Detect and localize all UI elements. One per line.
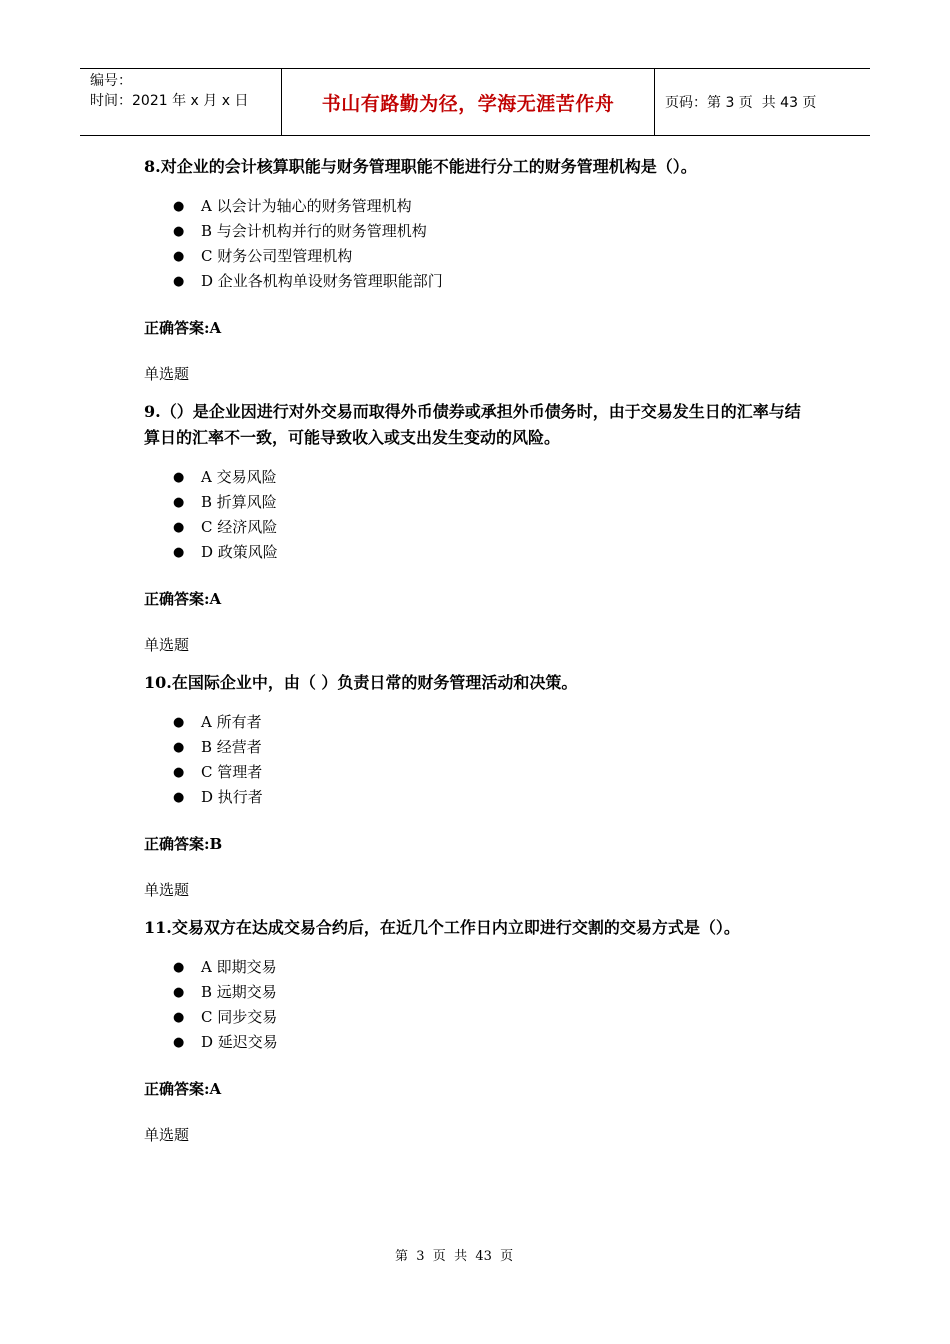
correct-answer: 正确答案:A xyxy=(144,1080,222,1098)
option-label: B 折算风险 xyxy=(201,493,277,511)
option-list xyxy=(144,194,814,294)
question-list xyxy=(144,154,814,1160)
option-label: B 与会计机构并行的财务管理机构 xyxy=(201,222,427,240)
bullet-icon: ● xyxy=(173,545,185,560)
time-label: 时间：2021 年 x 月 x 日 xyxy=(90,93,249,109)
number-label: 编号： xyxy=(90,73,132,89)
option-label: B 远期交易 xyxy=(201,983,277,1001)
header-meta xyxy=(80,69,281,135)
motto: 书山有路勤为径，学海无涯苦作舟 xyxy=(321,92,615,115)
question-block xyxy=(144,399,814,657)
option-item xyxy=(144,1005,814,1030)
bullet-icon: ● xyxy=(173,224,185,239)
bullet-icon: ● xyxy=(173,790,185,805)
option-item xyxy=(144,465,814,490)
question-block xyxy=(144,915,814,1147)
bullet-icon: ● xyxy=(173,199,185,214)
bullet-icon: ● xyxy=(173,249,185,264)
bullet-icon: ● xyxy=(173,1035,185,1050)
bullet-icon: ● xyxy=(173,495,185,510)
question-type: 单选题 xyxy=(144,636,190,654)
option-item xyxy=(144,269,814,294)
option-list xyxy=(144,465,814,565)
page-footer: 第 3 页 共 43 页 xyxy=(395,1249,514,1264)
question-text: 11.交易双方在达成交易合约后，在近几个工作日内立即进行交割的交易方式是（）。 xyxy=(144,918,740,937)
correct-answer: 正确答案:B xyxy=(144,835,223,853)
option-label: D 政策风险 xyxy=(201,543,278,561)
question-text: 9.（）是企业因进行对外交易而取得外币债券或承担外币债务时，由于交易发生日的汇率与结算日的汇率不一致，可能导致收入或支出发生变动的风险。 xyxy=(144,402,801,447)
bullet-icon: ● xyxy=(173,274,185,289)
question-type: 单选题 xyxy=(144,1126,190,1144)
bullet-icon: ● xyxy=(173,960,185,975)
question-text: 8.对企业的会计核算职能与财务管理职能不能进行分工的财务管理机构是（）。 xyxy=(144,157,697,176)
option-item xyxy=(144,710,814,735)
option-item xyxy=(144,980,814,1005)
option-item xyxy=(144,244,814,269)
option-label: A 即期交易 xyxy=(201,958,277,976)
bullet-icon: ● xyxy=(173,985,185,1000)
option-label: D 执行者 xyxy=(201,788,263,806)
option-label: C 经济风险 xyxy=(201,518,278,536)
option-item xyxy=(144,490,814,515)
option-item xyxy=(144,760,814,785)
option-list xyxy=(144,710,814,810)
option-item xyxy=(144,955,814,980)
bullet-icon: ● xyxy=(173,520,185,535)
option-label: B 经营者 xyxy=(201,738,262,756)
header-motto-cell xyxy=(281,69,655,135)
bullet-icon: ● xyxy=(173,765,185,780)
option-label: C 管理者 xyxy=(201,763,263,781)
option-label: D 企业各机构单设财务管理职能部门 xyxy=(201,272,443,290)
question-type: 单选题 xyxy=(144,881,190,899)
option-item xyxy=(144,194,814,219)
option-label: A 以会计为轴心的财务管理机构 xyxy=(201,197,412,215)
page-info: 页码：第 3 页 共 43 页 xyxy=(665,95,817,111)
option-label: A 交易风险 xyxy=(201,468,277,486)
option-label: D 延迟交易 xyxy=(201,1033,278,1051)
option-item xyxy=(144,540,814,565)
correct-answer: 正确答案:A xyxy=(144,590,222,608)
option-item xyxy=(144,515,814,540)
option-item xyxy=(144,735,814,760)
bullet-icon: ● xyxy=(173,1010,185,1025)
page-header xyxy=(80,68,870,136)
option-list xyxy=(144,955,814,1055)
option-item xyxy=(144,785,814,810)
question-block xyxy=(144,154,814,386)
correct-answer: 正确答案:A xyxy=(144,319,222,337)
option-label: C 同步交易 xyxy=(201,1008,278,1026)
question-text: 10.在国际企业中，由（ ）负责日常的财务管理活动和决策。 xyxy=(144,673,578,692)
bullet-icon: ● xyxy=(173,715,185,730)
option-item xyxy=(144,219,814,244)
question-type: 单选题 xyxy=(144,365,190,383)
bullet-icon: ● xyxy=(173,740,185,755)
option-label: A 所有者 xyxy=(201,713,262,731)
option-item xyxy=(144,1030,814,1055)
question-block xyxy=(144,670,814,902)
option-label: C 财务公司型管理机构 xyxy=(201,247,353,265)
bullet-icon: ● xyxy=(173,470,185,485)
